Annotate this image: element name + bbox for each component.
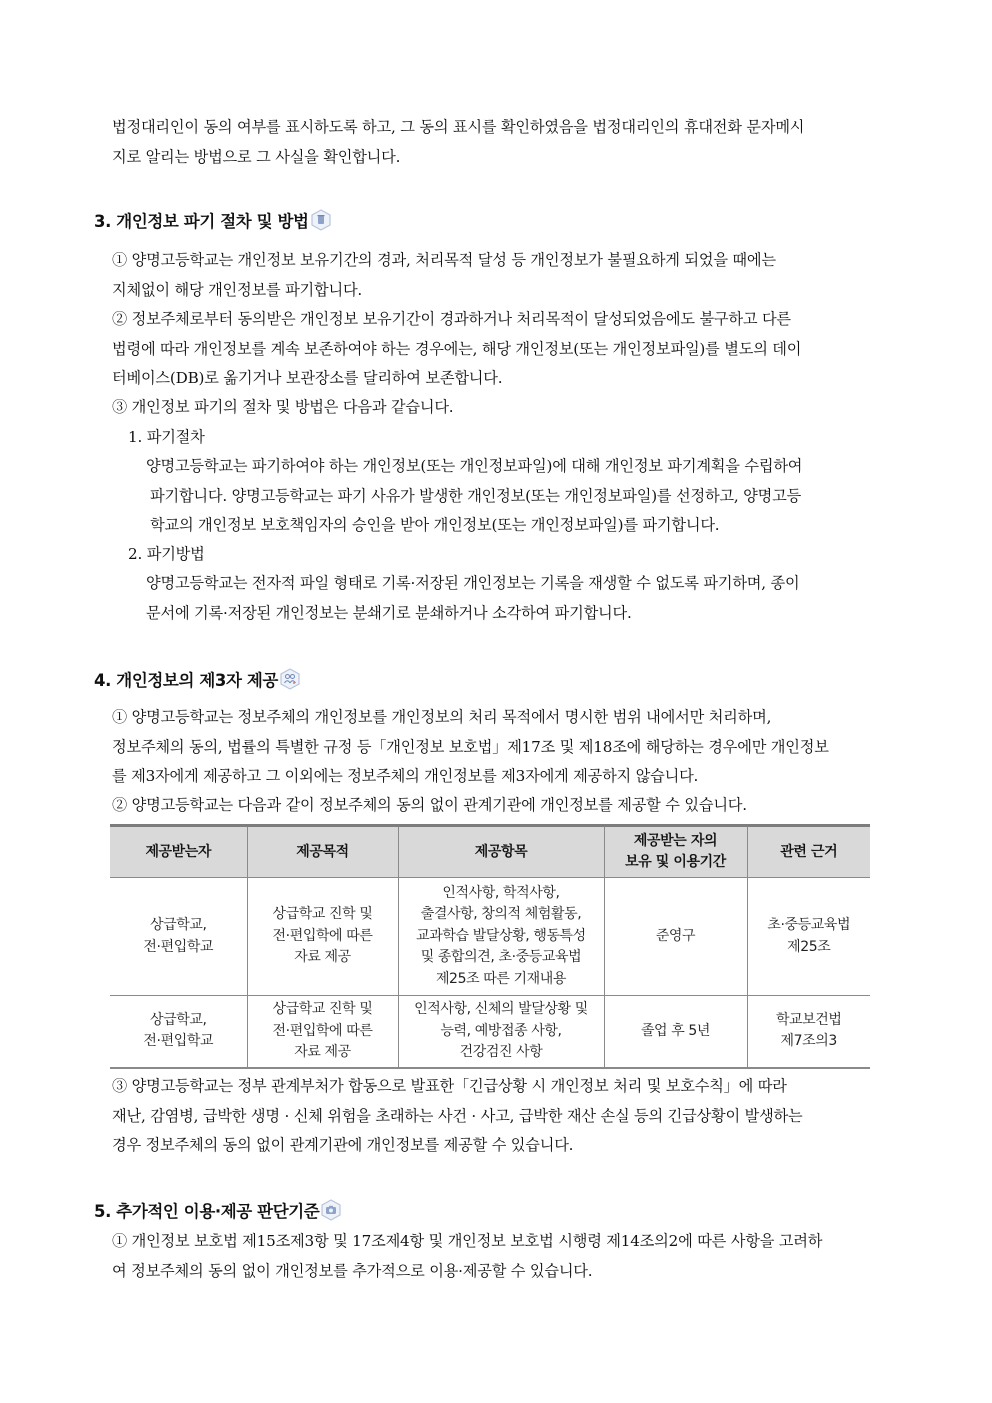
text-line: 정보주체의 동의, 법률의 특별한 규정 등「개인정보 보호법」제17조 및 제18조에 해당하는 경우에만 개인정보	[112, 737, 829, 756]
section-4-paragraph-1	[112, 703, 902, 792]
section-3-heading	[94, 208, 331, 232]
text-line: 학교의 개인정보 보호책임자의 승인을 받아 개인정보(또는 개인정보파일)를 파기합니다.	[150, 516, 720, 534]
procedure-text	[146, 452, 898, 541]
cell-basis: 학교보건법 제7조의3	[747, 996, 870, 1068]
section-5-title: 5. 추가적인 이용·제공 판단기준	[94, 1202, 320, 1221]
text-line: 양명고등학교는 파기하여야 하는 개인정보(또는 개인정보파일)에 대해 개인정보 파기계획을 수립하여	[146, 457, 803, 475]
section-4-paragraph-2	[112, 791, 902, 821]
section-3-paragraph-1	[112, 246, 902, 305]
text-line: ② 정보주체로부터 동의받은 개인정보 보유기간이 경과하거나 처리목적이 달성되었음에도 불구하고 다른	[112, 310, 791, 328]
text-line: ① 개인정보 보호법 제15조제3항 및 17조제4항 및 개인정보 보호법 시행령 제14조의2에 따른 사항을 고려하	[112, 1232, 823, 1250]
cell-recipient: 상급학교, 전·편입학교	[110, 996, 247, 1068]
text-line: 지체없이 해당 개인정보를 파기합니다.	[112, 280, 363, 299]
method-label: 2. 파기방법	[128, 545, 205, 563]
text-line: ① 양명고등학교는 개인정보 보유기간의 경과, 처리목적 달성 등 개인정보가 불필요하게 되었을 때에는	[112, 251, 776, 269]
text-line: 파기합니다. 양명고등학교는 파기 사유가 발생한 개인정보(또는 개인정보파일)를 선정하고, 양명고등	[150, 486, 802, 505]
text-line: ③ 양명고등학교는 정부 관계부처가 합동으로 발표한「긴급상황 시 개인정보 처리 및 보호수칙」에 따라	[112, 1077, 787, 1095]
section-5-heading	[94, 1198, 341, 1222]
cell-recipient: 상급학교, 전·편입학교	[110, 878, 247, 996]
text-line: 양명고등학교는 전자적 파일 형태로 기록·저장된 개인정보는 기록을 재생할 수 없도록 파기하며, 종이	[146, 574, 800, 592]
cell-purpose: 상급학교 진학 및 전·편입학에 따른 자료 제공	[247, 878, 398, 996]
method-text	[146, 569, 898, 628]
header-recipient: 제공받는자	[110, 826, 247, 878]
text-line: 경우 정보주체의 동의 없이 관계기관에 개인정보를 제공할 수 있습니다.	[112, 1136, 574, 1154]
section-4-heading	[94, 667, 300, 691]
cell-basis: 초·중등교육법 제25조	[747, 878, 870, 996]
text-line: ① 양명고등학교는 정보주체의 개인정보를 개인정보의 처리 목적에서 명시한 범위 내에서만 처리하며,	[112, 708, 772, 726]
cell-period: 졸업 후 5년	[604, 996, 747, 1068]
text-line: 문서에 기록·저장된 개인정보는 분쇄기로 분쇄하거나 소각하여 파기합니다.	[146, 603, 632, 622]
cell-period: 준영구	[604, 878, 747, 996]
text-line: 를 제3자에게 제공하고 그 이외에는 정보주체의 개인정보를 제3자에게 제공하지 않습니다.	[112, 767, 699, 785]
section-3-title: 3. 개인정보 파기 절차 및 방법	[94, 212, 309, 231]
text-line: 터베이스(DB)로 옮기거나 보관장소를 달리하여 보존합니다.	[112, 369, 503, 387]
people-share-icon	[280, 668, 300, 690]
header-purpose: 제공목적	[247, 826, 398, 878]
text-line: 법정대리인이 동의 여부를 표시하도록 하고, 그 동의 표시를 확인하였음을 법정대리인의 휴대전화 문자메시	[112, 118, 805, 136]
procedure-label: 1. 파기절차	[128, 428, 205, 446]
cell-items: 인적사항, 신체의 발달상황 및 능력, 예방접종 사항, 건강검진 사항	[398, 996, 604, 1068]
cell-items: 인적사항, 학적사항, 출결사항, 창의적 체험활동, 교과학습 발달상황, 행동특성 및 종합의견, 초·중등교육법 제25조 따른 기재내용	[398, 878, 604, 996]
trash-bin-icon	[311, 209, 331, 231]
text-line: 재난, 감염병, 급박한 생명 · 신체 위험을 초래하는 사건 · 사고, 급박한 재산 손실 등의 긴급상황이 발생하는	[112, 1106, 803, 1125]
section-4-title: 4. 개인정보의 제3자 제공	[94, 671, 278, 690]
table-header-row	[110, 826, 870, 878]
header-items: 제공항목	[398, 826, 604, 878]
section-3-paragraph-2	[112, 305, 902, 394]
third-party-provision-table	[110, 824, 870, 1069]
section-3-paragraph-3	[112, 393, 902, 423]
intro-paragraph	[112, 113, 902, 172]
table-row	[110, 878, 870, 996]
header-retention-period: 제공받는 자의 보유 및 이용기간	[604, 826, 747, 878]
header-legal-basis: 관련 근거	[747, 826, 870, 878]
text-line: ② 양명고등학교는 다음과 같이 정보주체의 동의 없이 관계기관에 개인정보를 제공할 수 있습니다.	[112, 796, 747, 814]
table-row	[110, 996, 870, 1068]
text-line: 지로 알리는 방법으로 그 사실을 확인합니다.	[112, 147, 401, 166]
section-4-paragraph-3	[112, 1072, 902, 1161]
cell-purpose: 상급학교 진학 및 전·편입학에 따른 자료 제공	[247, 996, 398, 1068]
text-line: 여 정보주체의 동의 없이 개인정보를 추가적으로 이용·제공할 수 있습니다.	[112, 1261, 593, 1280]
text-line: 법령에 따라 개인정보를 계속 보존하여야 하는 경우에는, 해당 개인정보(또는 개인정보파일)를 별도의 데이	[112, 339, 802, 358]
section-5-paragraph-1	[112, 1227, 902, 1286]
text-line: ③ 개인정보 파기의 절차 및 방법은 다음과 같습니다.	[112, 398, 454, 416]
camera-icon	[321, 1199, 341, 1221]
